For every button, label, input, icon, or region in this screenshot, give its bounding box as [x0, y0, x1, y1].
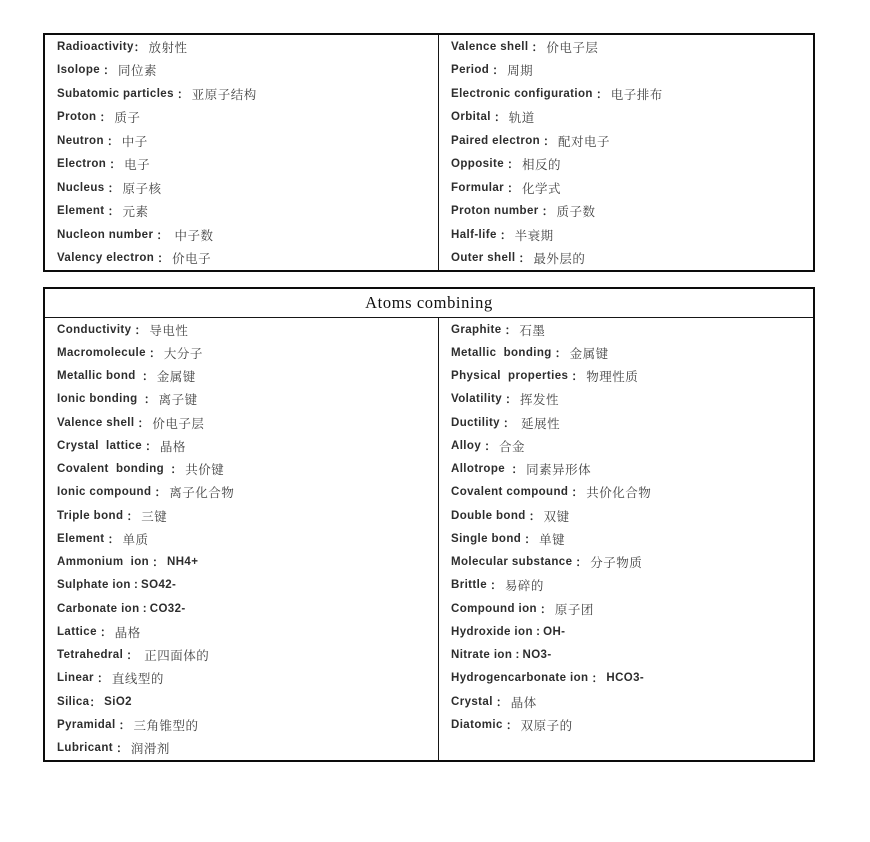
term-colon: ：: [142, 440, 160, 453]
vocab-row: [439, 574, 813, 597]
term-translation: 三角锥型的: [133, 718, 199, 733]
vocab-row: [439, 481, 813, 504]
term-colon: ：: [154, 253, 173, 266]
term-translation: 晶体: [510, 695, 537, 710]
term-colon: ：: [489, 65, 508, 78]
vocab-row: [439, 82, 813, 106]
vocab-row: [45, 388, 438, 411]
term-colon: ：: [123, 650, 145, 663]
term-colon: ：: [93, 673, 112, 686]
vocab-row: [439, 434, 813, 457]
term-colon: ：: [492, 696, 511, 709]
term-translation: 离子键: [158, 393, 198, 408]
term-translation: 易碎的: [504, 579, 544, 594]
term-english: Crystal lattice: [57, 439, 143, 452]
term-colon: ：: [536, 603, 555, 616]
vocab-row: [439, 388, 813, 411]
term-translation: 合金: [499, 439, 526, 454]
term-colon: ：: [151, 487, 170, 500]
term-colon: ：: [145, 347, 164, 360]
term-colon: ：: [496, 229, 515, 242]
vocab-row: [45, 59, 438, 83]
term-english: Lubricant: [57, 742, 113, 755]
vocab-row: [45, 597, 438, 620]
vocab-row: [45, 458, 438, 481]
vocab-row: [45, 690, 438, 713]
term-english: Silica: [57, 695, 90, 708]
term-colon: ：: [89, 696, 105, 709]
term-colon: ：: [502, 394, 520, 407]
term-english: Lattice: [57, 625, 97, 638]
term-translation: 三键: [141, 509, 168, 524]
term-english: Proton: [57, 111, 97, 124]
term-colon: ：: [131, 324, 150, 337]
atoms-combining-table: [43, 287, 815, 762]
term-translation: 亚原子结构: [191, 87, 257, 102]
term-translation: 共价键: [185, 463, 225, 478]
term-english: Sulphate ion: [57, 579, 131, 592]
vocab-row: [439, 153, 813, 177]
vocab-row: [439, 620, 813, 643]
term-colon: ：: [481, 440, 500, 453]
term-english: Paired electron: [451, 134, 541, 147]
right-column: [438, 35, 813, 270]
term-english: Electron: [57, 158, 107, 171]
term-english: Hydrogencarbonate ion: [451, 672, 589, 685]
term-translation: 原子核: [122, 181, 162, 196]
vocab-row: [45, 247, 438, 271]
term-colon: ：: [106, 159, 125, 172]
term-colon: :: [512, 649, 523, 662]
term-translation: 石墨: [519, 323, 546, 338]
term-translation: 离子化合物: [169, 486, 235, 501]
term-colon: ：: [499, 417, 522, 430]
term-colon: ：: [133, 41, 149, 54]
term-colon: ：: [568, 487, 587, 500]
term-colon: ：: [103, 135, 122, 148]
term-english: Opposite: [451, 158, 505, 171]
term-english: Ductility: [451, 416, 500, 429]
term-translation: HCO3-: [606, 672, 645, 685]
term-english: Single bond: [451, 532, 522, 545]
term-colon: ：: [501, 324, 520, 337]
table-body: [45, 35, 813, 270]
term-translation: CO32-: [149, 602, 186, 615]
term-english: Period: [451, 64, 490, 77]
left-column: [45, 35, 438, 270]
table-title: Atoms combining: [45, 289, 813, 318]
term-colon: :: [532, 625, 544, 638]
vocab-row: [439, 35, 813, 59]
term-translation: OH-: [543, 625, 566, 638]
term-colon: ：: [104, 206, 123, 219]
term-english: Tetrahedral: [57, 649, 124, 662]
term-translation: 质子数: [556, 205, 596, 220]
vocab-row: [45, 200, 438, 224]
vocab-row: [45, 434, 438, 457]
vocab-row: [439, 318, 813, 341]
vocab-row: [45, 504, 438, 527]
term-english: Metallic bonding: [451, 346, 552, 359]
term-english: Ionic compound: [57, 486, 152, 499]
term-english: Alloy: [451, 439, 482, 452]
vocab-row: [439, 365, 813, 388]
right-column: [438, 318, 813, 760]
term-colon: ：: [568, 371, 587, 384]
term-english: Nitrate ion: [451, 649, 513, 662]
term-english: Conductivity: [57, 323, 132, 336]
term-translation: 电子排布: [610, 87, 663, 102]
term-english: Outer shell: [451, 252, 516, 265]
term-english: Half-life: [451, 228, 497, 241]
term-english: Covalent bonding: [57, 463, 165, 476]
vocab-row: [439, 713, 813, 736]
vocab-row: [439, 106, 813, 130]
vocab-row: [45, 481, 438, 504]
term-colon: ：: [538, 206, 557, 219]
vocab-row: [439, 667, 813, 690]
term-translation: 中子数: [174, 228, 214, 243]
vocab-row: [45, 574, 438, 597]
vocab-row: [45, 365, 438, 388]
term-colon: ：: [135, 371, 157, 384]
term-translation: 大分子: [163, 346, 203, 361]
term-english: Linear: [57, 672, 94, 685]
term-colon: ：: [588, 673, 607, 686]
term-colon: ：: [164, 464, 186, 477]
vocab-row: [45, 667, 438, 690]
term-english: Radioactivity: [57, 40, 134, 53]
term-english: Element: [57, 205, 105, 218]
vocab-row: [439, 504, 813, 527]
vocab-row: [45, 644, 438, 667]
term-english: Triple bond: [57, 509, 124, 522]
term-colon: ：: [96, 112, 115, 125]
term-english: Carbonate ion: [57, 602, 140, 615]
term-colon: ：: [490, 112, 509, 125]
term-colon: ：: [115, 719, 134, 732]
term-colon: ：: [104, 182, 123, 195]
term-translation: 最外层的: [533, 252, 586, 267]
term-translation: 价电子层: [152, 416, 205, 431]
vocab-row: [439, 690, 813, 713]
term-translation: SiO2: [104, 695, 132, 708]
term-translation: 晶格: [159, 439, 186, 454]
term-colon: ：: [153, 229, 175, 242]
term-colon: :: [130, 579, 142, 592]
term-english: Hydroxide ion: [451, 625, 533, 638]
vocab-row: [439, 458, 813, 481]
term-english: Covalent compound: [451, 486, 569, 499]
term-english: Diatomic: [451, 718, 503, 731]
vocab-row: [45, 411, 438, 434]
term-english: Valence shell: [451, 40, 529, 53]
vocab-row: [439, 527, 813, 550]
vocab-row: [45, 620, 438, 643]
term-translation: 导电性: [149, 323, 189, 338]
vocab-row: [45, 713, 438, 736]
term-translation: 单键: [539, 532, 566, 547]
term-colon: ：: [134, 417, 153, 430]
term-english: Metallic bond: [57, 370, 136, 383]
term-colon: ：: [515, 253, 534, 266]
term-colon: ：: [540, 135, 558, 148]
term-translation: 周期: [507, 64, 534, 79]
term-english: Formular: [451, 181, 505, 194]
term-translation: 轨道: [508, 111, 535, 126]
vocab-row: [45, 341, 438, 364]
term-translation: 正四面体的: [144, 649, 210, 664]
term-english: Allotrope: [451, 463, 506, 476]
term-english: Nucleon number: [57, 228, 154, 241]
term-english: Graphite: [451, 323, 502, 336]
term-translation: 原子团: [554, 602, 594, 617]
vocab-row: [439, 59, 813, 83]
vocab-row: [45, 82, 438, 106]
term-translation: NO3-: [522, 649, 552, 662]
term-colon: ：: [137, 394, 159, 407]
term-english: Valency electron: [57, 252, 155, 265]
term-translation: 半衰期: [514, 228, 554, 243]
vocab-row: [439, 200, 813, 224]
term-translation: 挥发性: [519, 393, 559, 408]
term-colon: ：: [551, 347, 570, 360]
term-colon: ：: [505, 464, 527, 477]
term-colon: ：: [104, 533, 123, 546]
term-translation: NH4+: [166, 556, 199, 569]
vocab-row: [45, 153, 438, 177]
term-english: Compound ion: [451, 602, 537, 615]
term-colon: ：: [113, 743, 131, 756]
term-english: Crystal: [451, 695, 493, 708]
term-colon: ：: [521, 533, 540, 546]
term-colon: ：: [173, 88, 192, 101]
term-translation: 元素: [122, 205, 149, 220]
vocab-row: [45, 737, 438, 760]
term-english: Orbital: [451, 111, 491, 124]
term-english: Electronic configuration: [451, 87, 593, 100]
term-translation: 晶格: [114, 625, 141, 640]
term-translation: 单质: [122, 532, 149, 547]
term-translation: 润滑剂: [130, 742, 170, 757]
vocab-row: [45, 106, 438, 130]
vocab-row: [439, 247, 813, 271]
term-translation: 化学式: [521, 181, 561, 196]
term-english: Ionic bonding: [57, 393, 138, 406]
vocab-row: [45, 223, 438, 247]
term-translation: 价电子层: [546, 40, 599, 55]
vocab-row: [439, 341, 813, 364]
term-translation: 金属键: [569, 346, 609, 361]
term-colon: ：: [525, 510, 544, 523]
term-english: Brittle: [451, 579, 488, 592]
vocab-row: [439, 129, 813, 153]
term-english: Valence shell: [57, 416, 135, 429]
term-translation: 质子: [114, 111, 141, 126]
term-translation: SO42-: [141, 579, 177, 592]
term-colon: ：: [528, 41, 547, 54]
term-colon: ：: [100, 65, 118, 78]
vocab-row: [439, 597, 813, 620]
term-english: Neutron: [57, 134, 104, 147]
vocab-row: [45, 35, 438, 59]
term-translation: 相反的: [521, 158, 561, 173]
term-colon: ：: [96, 626, 115, 639]
term-english: Pyramidal: [57, 718, 116, 731]
term-translation: 双键: [543, 509, 570, 524]
term-translation: 价电子: [172, 252, 212, 267]
term-translation: 物理性质: [586, 370, 639, 385]
term-colon: ：: [592, 88, 611, 101]
term-translation: 同素异形体: [526, 463, 592, 478]
term-translation: 同位素: [117, 64, 157, 79]
vocab-row: [45, 551, 438, 574]
term-colon: ：: [487, 580, 505, 593]
vocab-row: [439, 176, 813, 200]
vocab-row: [439, 644, 813, 667]
term-translation: 双原子的: [520, 718, 573, 733]
term-colon: ：: [502, 719, 521, 732]
term-translation: 金属键: [156, 370, 196, 385]
term-colon: :: [139, 602, 150, 615]
term-translation: 电子: [124, 158, 151, 173]
term-translation: 分子物质: [590, 556, 643, 571]
vocab-row: [45, 318, 438, 341]
term-english: Macromolecule: [57, 346, 146, 359]
left-column: [45, 318, 438, 760]
term-colon: ：: [572, 557, 591, 570]
term-english: Proton number: [451, 205, 539, 218]
vocab-row: [45, 527, 438, 550]
term-english: Isolope: [57, 64, 101, 77]
vocab-row: [439, 411, 813, 434]
term-colon: ：: [504, 159, 522, 172]
term-english: Physical properties: [451, 370, 569, 383]
vocab-row: [439, 223, 813, 247]
vocab-row: [439, 551, 813, 574]
term-translation: 配对电子: [557, 134, 610, 149]
term-english: Element: [57, 532, 105, 545]
term-colon: ：: [123, 510, 142, 523]
term-english: Double bond: [451, 509, 526, 522]
term-english: Nucleus: [57, 181, 105, 194]
term-colon: ：: [504, 182, 522, 195]
term-translation: 延展性: [521, 416, 561, 431]
term-translation: 共价化合物: [586, 486, 652, 501]
table-body: [45, 318, 813, 760]
term-english: Molecular substance: [451, 556, 573, 569]
vocab-row: [45, 176, 438, 200]
vocab-row: [45, 129, 438, 153]
term-translation: 直线型的: [111, 672, 164, 687]
term-english: Volatility: [451, 393, 503, 406]
atomic-structure-table: [43, 33, 815, 272]
term-english: Subatomic particles: [57, 87, 174, 100]
term-colon: ：: [149, 557, 167, 570]
term-english: Ammonium ion: [57, 556, 150, 569]
term-translation: 放射性: [148, 40, 188, 55]
term-translation: 中子: [121, 134, 148, 149]
